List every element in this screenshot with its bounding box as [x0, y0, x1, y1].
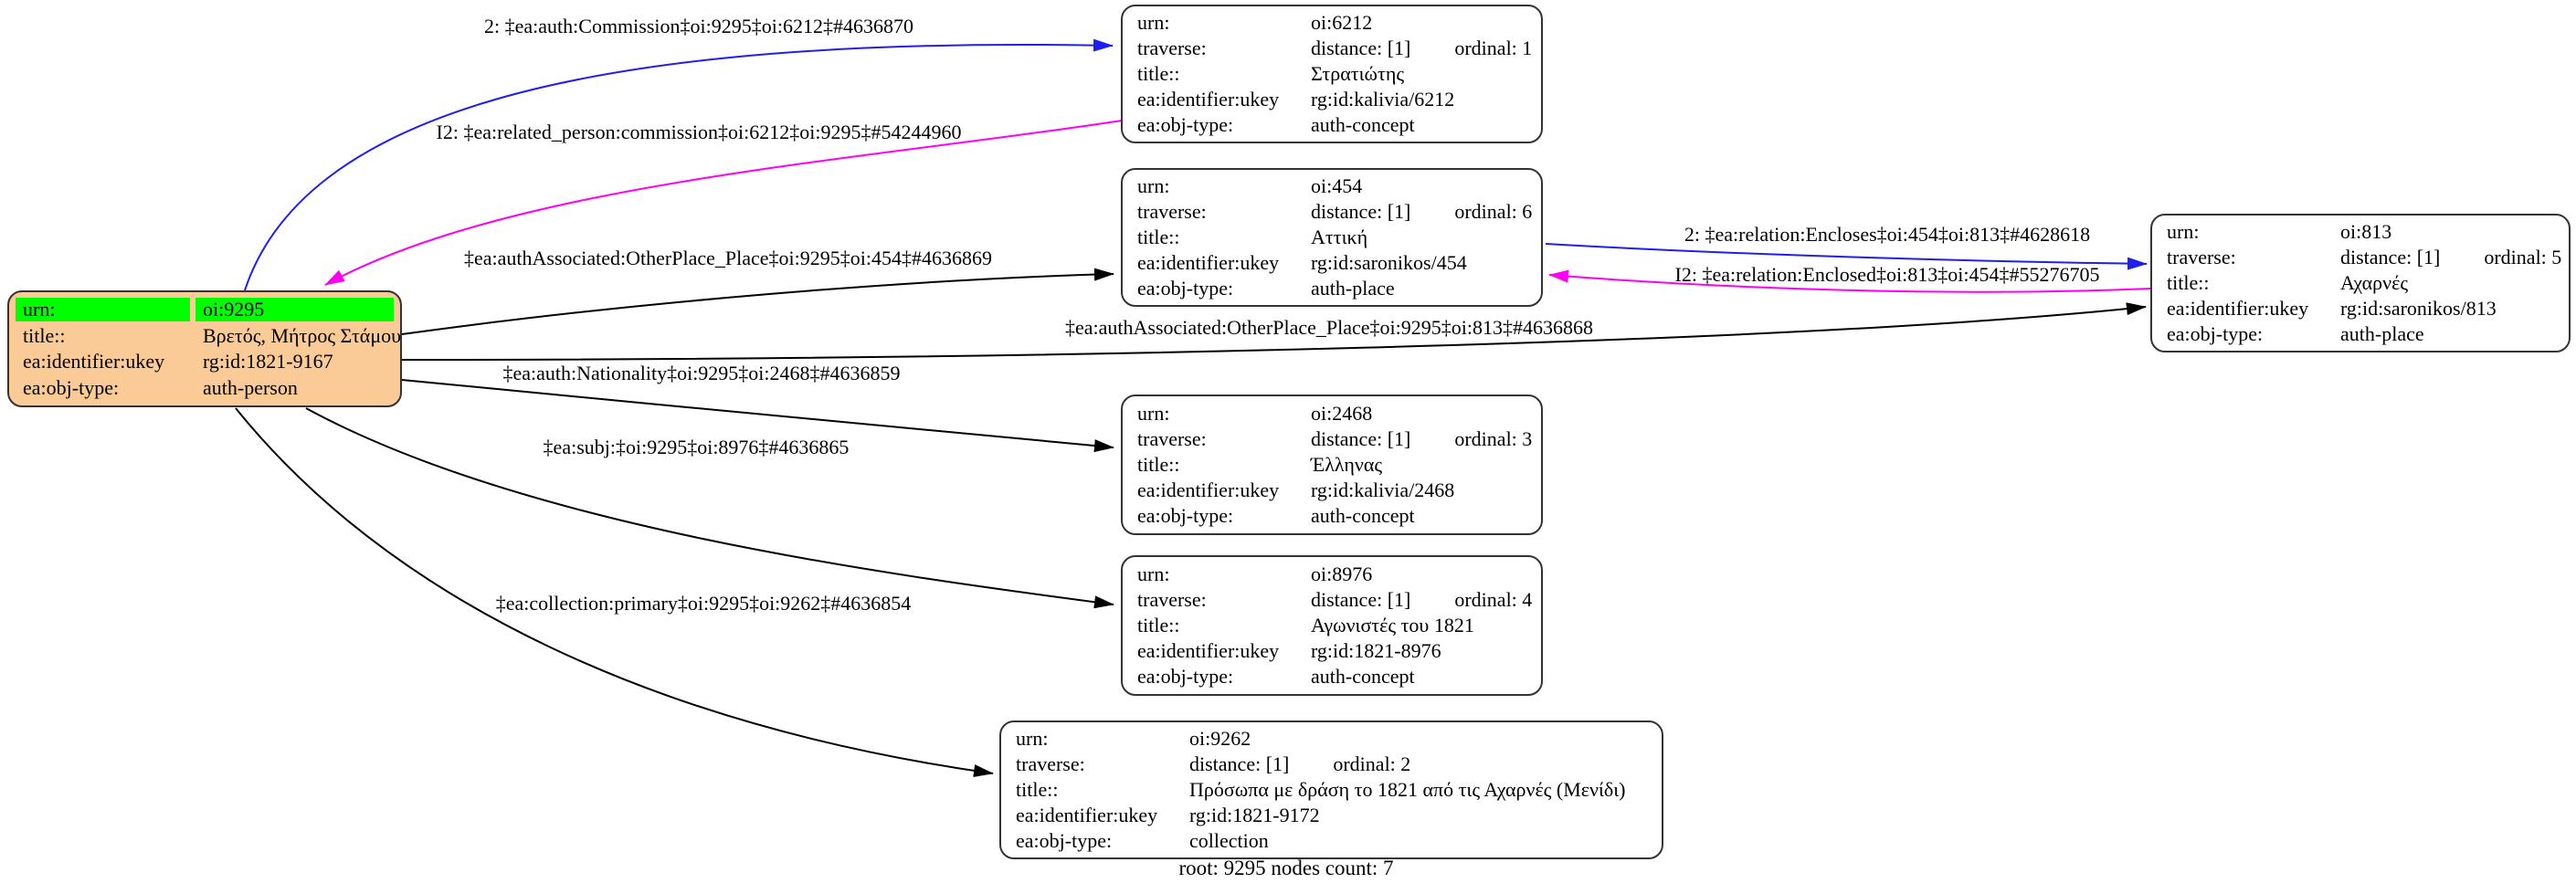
node-field-urn: urn: oi:2468 [1137, 401, 1373, 425]
node-field-traverse: traverse: distance: [1] ordinal: 4 [1137, 587, 1533, 611]
node-field-identifier: ea:identifier:ukey rg:id:saronikos/813 [2167, 296, 2497, 320]
node-field-obj-type: ea:obj-type: auth-concept [1137, 112, 1415, 136]
root-field-identifier: ea:identifier:ukey rg:id:1821-9167 [23, 350, 333, 373]
node-oi-2468[interactable] [1121, 394, 1543, 535]
root-field-obj-type: ea:obj-type: auth-person [23, 375, 298, 399]
node-field-identifier: ea:identifier:ukey rg:id:kalivia/6212 [1137, 87, 1455, 110]
node-field-identifier: ea:identifier:ukey rg:id:1821-8976 [1137, 639, 1441, 663]
edge-label-enclosed: I2: ‡ea:relation:Enclosed‡oi:813‡oi:454‡#55276705 [1674, 263, 2100, 286]
node-field-traverse: traverse: distance: [1] ordinal: 5 [2167, 246, 2562, 269]
node-field-identifier: ea:identifier:ukey rg:id:1821-9172 [1016, 803, 1320, 826]
node-field-title: title:: Αχαρνές [2167, 270, 2409, 294]
edge-label-assoc-454: ‡ea:authAssociated:OtherPlace_Place‡oi:9295‡oi:454‡#4636869 [464, 247, 992, 269]
edge-label-subj: ‡ea:subj:‡oi:9295‡oi:8976‡#4636865 [543, 436, 850, 458]
root-field-urn: urn: oi:9295 [9, 298, 400, 322]
node-oi-8976[interactable] [1121, 555, 1543, 696]
edge-label-commission: 2: ‡ea:auth:Commission‡oi:9295‡oi:6212‡#4636870 [484, 15, 913, 37]
node-field-urn: urn: oi:6212 [1137, 11, 1373, 35]
node-field-obj-type: ea:obj-type: auth-concept [1137, 665, 1415, 689]
node-field-urn: urn: oi:9262 [1016, 727, 1251, 751]
edge-label-nationality: ‡ea:auth:Nationality‡oi:9295‡oi:2468‡#4636859 [502, 362, 901, 384]
edge-encloses-line [1546, 244, 2147, 264]
node-field-obj-type: ea:obj-type: auth-place [1137, 276, 1395, 300]
node-field-title: title:: Αγωνιστές του 1821 [1137, 613, 1474, 636]
node-field-title: title:: Έλληνας [1137, 452, 1383, 476]
node-field-traverse: traverse: distance: [1] ordinal: 1 [1137, 37, 1533, 60]
node-field-urn: urn: oi:813 [2167, 220, 2392, 244]
node-field-obj-type: ea:obj-type: auth-concept [1137, 504, 1415, 528]
edge-assoc-454-line [402, 274, 1114, 334]
node-field-urn: urn: oi:454 [1137, 174, 1363, 198]
node-oi-813[interactable] [2150, 214, 2571, 352]
node-oi-9295[interactable] [7, 290, 402, 407]
node-field-identifier: ea:identifier:ukey rg:id:saronikos/454 [1137, 250, 1467, 274]
node-field-title: title:: Πρόσωπα με δράση το 1821 από τις Αχαρνές (Μενίδι) [1016, 777, 1626, 801]
node-oi-454[interactable] [1121, 168, 1543, 307]
node-oi-6212[interactable] [1121, 5, 1543, 143]
edge-label-encloses: 2: ‡ea:relation:Encloses‡oi:454‡oi:813‡#4628618 [1684, 223, 2091, 246]
node-field-obj-type: ea:obj-type: auth-place [2167, 321, 2424, 345]
node-field-obj-type: ea:obj-type: collection [1016, 828, 1269, 852]
node-field-traverse: traverse: distance: [1] ordinal: 3 [1137, 426, 1533, 450]
edge-label-related-person: I2: ‡ea:related_person:commission‡oi:6212‡oi:9295‡#54244960 [436, 121, 962, 143]
node-field-title: title:: Αττική [1137, 225, 1368, 248]
root-field-title: title:: Βρετός, Μήτρος Στάμου [23, 323, 402, 347]
edge-collection-line [236, 408, 993, 773]
edge-label-collection: ‡ea:collection:primary‡oi:9295‡oi:9262‡#4636854 [495, 592, 912, 615]
node-field-title: title:: Στρατιώτης [1137, 61, 1405, 85]
node-field-traverse: traverse: distance: [1] ordinal: 6 [1137, 200, 1533, 224]
graph-caption: root: 9295 nodes count: 7 [1178, 857, 1394, 879]
node-oi-9262[interactable] [999, 720, 1663, 859]
edge-label-assoc-813: ‡ea:authAssociated:OtherPlace_Place‡oi:9295‡oi:813‡#4636868 [1065, 316, 1593, 339]
node-field-identifier: ea:identifier:ukey rg:id:kalivia/2468 [1137, 479, 1455, 502]
node-field-traverse: traverse: distance: [1] ordinal: 2 [1016, 752, 1411, 776]
node-field-urn: urn: oi:8976 [1137, 562, 1373, 585]
